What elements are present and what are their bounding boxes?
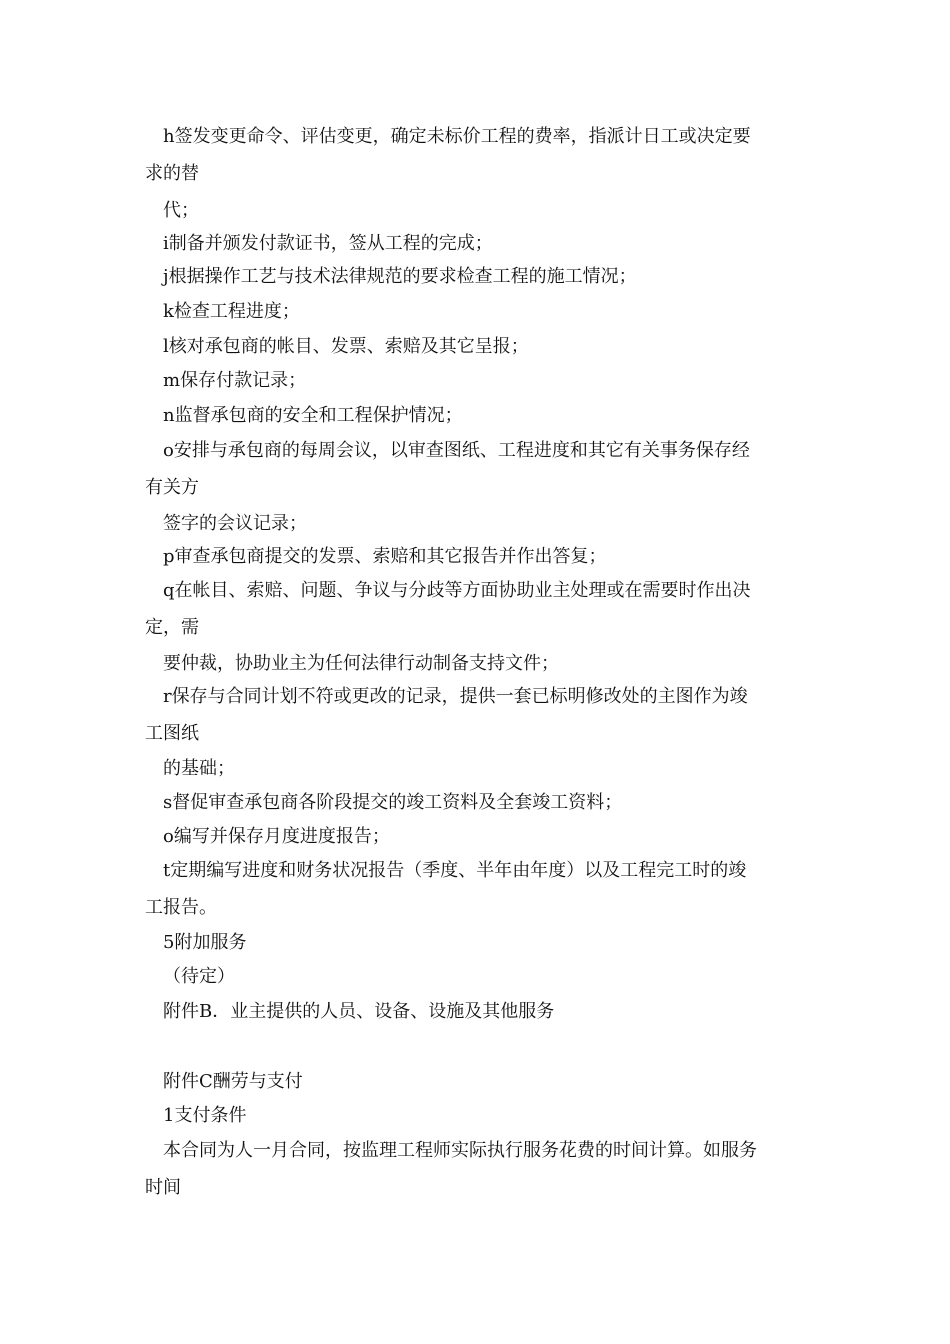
text-line: q在帐目、索赔、问题、争议与分歧等方面协助业主处理或在需要时作出决: [163, 580, 751, 601]
text-line: 签字的会议记录；: [163, 513, 307, 534]
text-line: 工图纸: [145, 723, 199, 744]
text-line: 要仲裁，协助业主为任何法律行动制备支持文件；: [163, 653, 559, 674]
text-line: s督促审查承包商各阶段提交的竣工资料及全套竣工资料；: [163, 792, 623, 813]
text-line: r保存与合同计划不符或更改的记录，提供一套已标明修改处的主图作为竣: [163, 686, 748, 707]
text-line: 时间: [145, 1177, 181, 1198]
text-line: 求的替: [145, 163, 199, 184]
text-line: k检查工程进度；: [163, 301, 300, 322]
text-line: 本合同为人一月合同，按监理工程师实际执行服务花费的时间计算。如服务: [163, 1140, 757, 1161]
text-line: 定，需: [145, 617, 199, 638]
text-line: n监督承包商的安全和工程保护情况；: [163, 405, 463, 426]
text-line: h签发变更命令、评估变更，确定未标价工程的费率，指派计日工或决定要: [163, 126, 751, 147]
text-line: m保存付款记录；: [163, 370, 307, 391]
section-heading: 5附加服务: [163, 932, 247, 953]
appendix-heading: 附件B．业主提供的人员、设备、设施及其他服务: [163, 1001, 555, 1022]
text-line: t定期编写进度和财务状况报告（季度、半年由年度）以及工程完工时的竣: [163, 860, 747, 881]
text-line: o编写并保存月度进度报告；: [163, 826, 390, 847]
text-line: j根据操作工艺与技术法律规范的要求检查工程的施工情况；: [163, 266, 637, 287]
text-line: i制备并颁发付款证书，签从工程的完成；: [163, 233, 493, 254]
text-line: 有关方: [145, 477, 199, 498]
text-line: l核对承包商的帐目、发票、索赔及其它呈报；: [163, 336, 529, 357]
text-line: p审查承包商提交的发票、索赔和其它报告并作出答复；: [163, 546, 607, 567]
text-line: 的基础；: [163, 758, 235, 779]
text-line: （待定）: [163, 966, 235, 987]
text-line: 工报告。: [145, 897, 217, 918]
section-heading: 1支付条件: [163, 1105, 247, 1126]
text-line: 代；: [163, 200, 199, 221]
appendix-heading: 附件C酬劳与支付: [163, 1071, 303, 1092]
text-line: o安排与承包商的每周会议，以审查图纸、工程进度和其它有关事务保存经: [163, 440, 750, 461]
